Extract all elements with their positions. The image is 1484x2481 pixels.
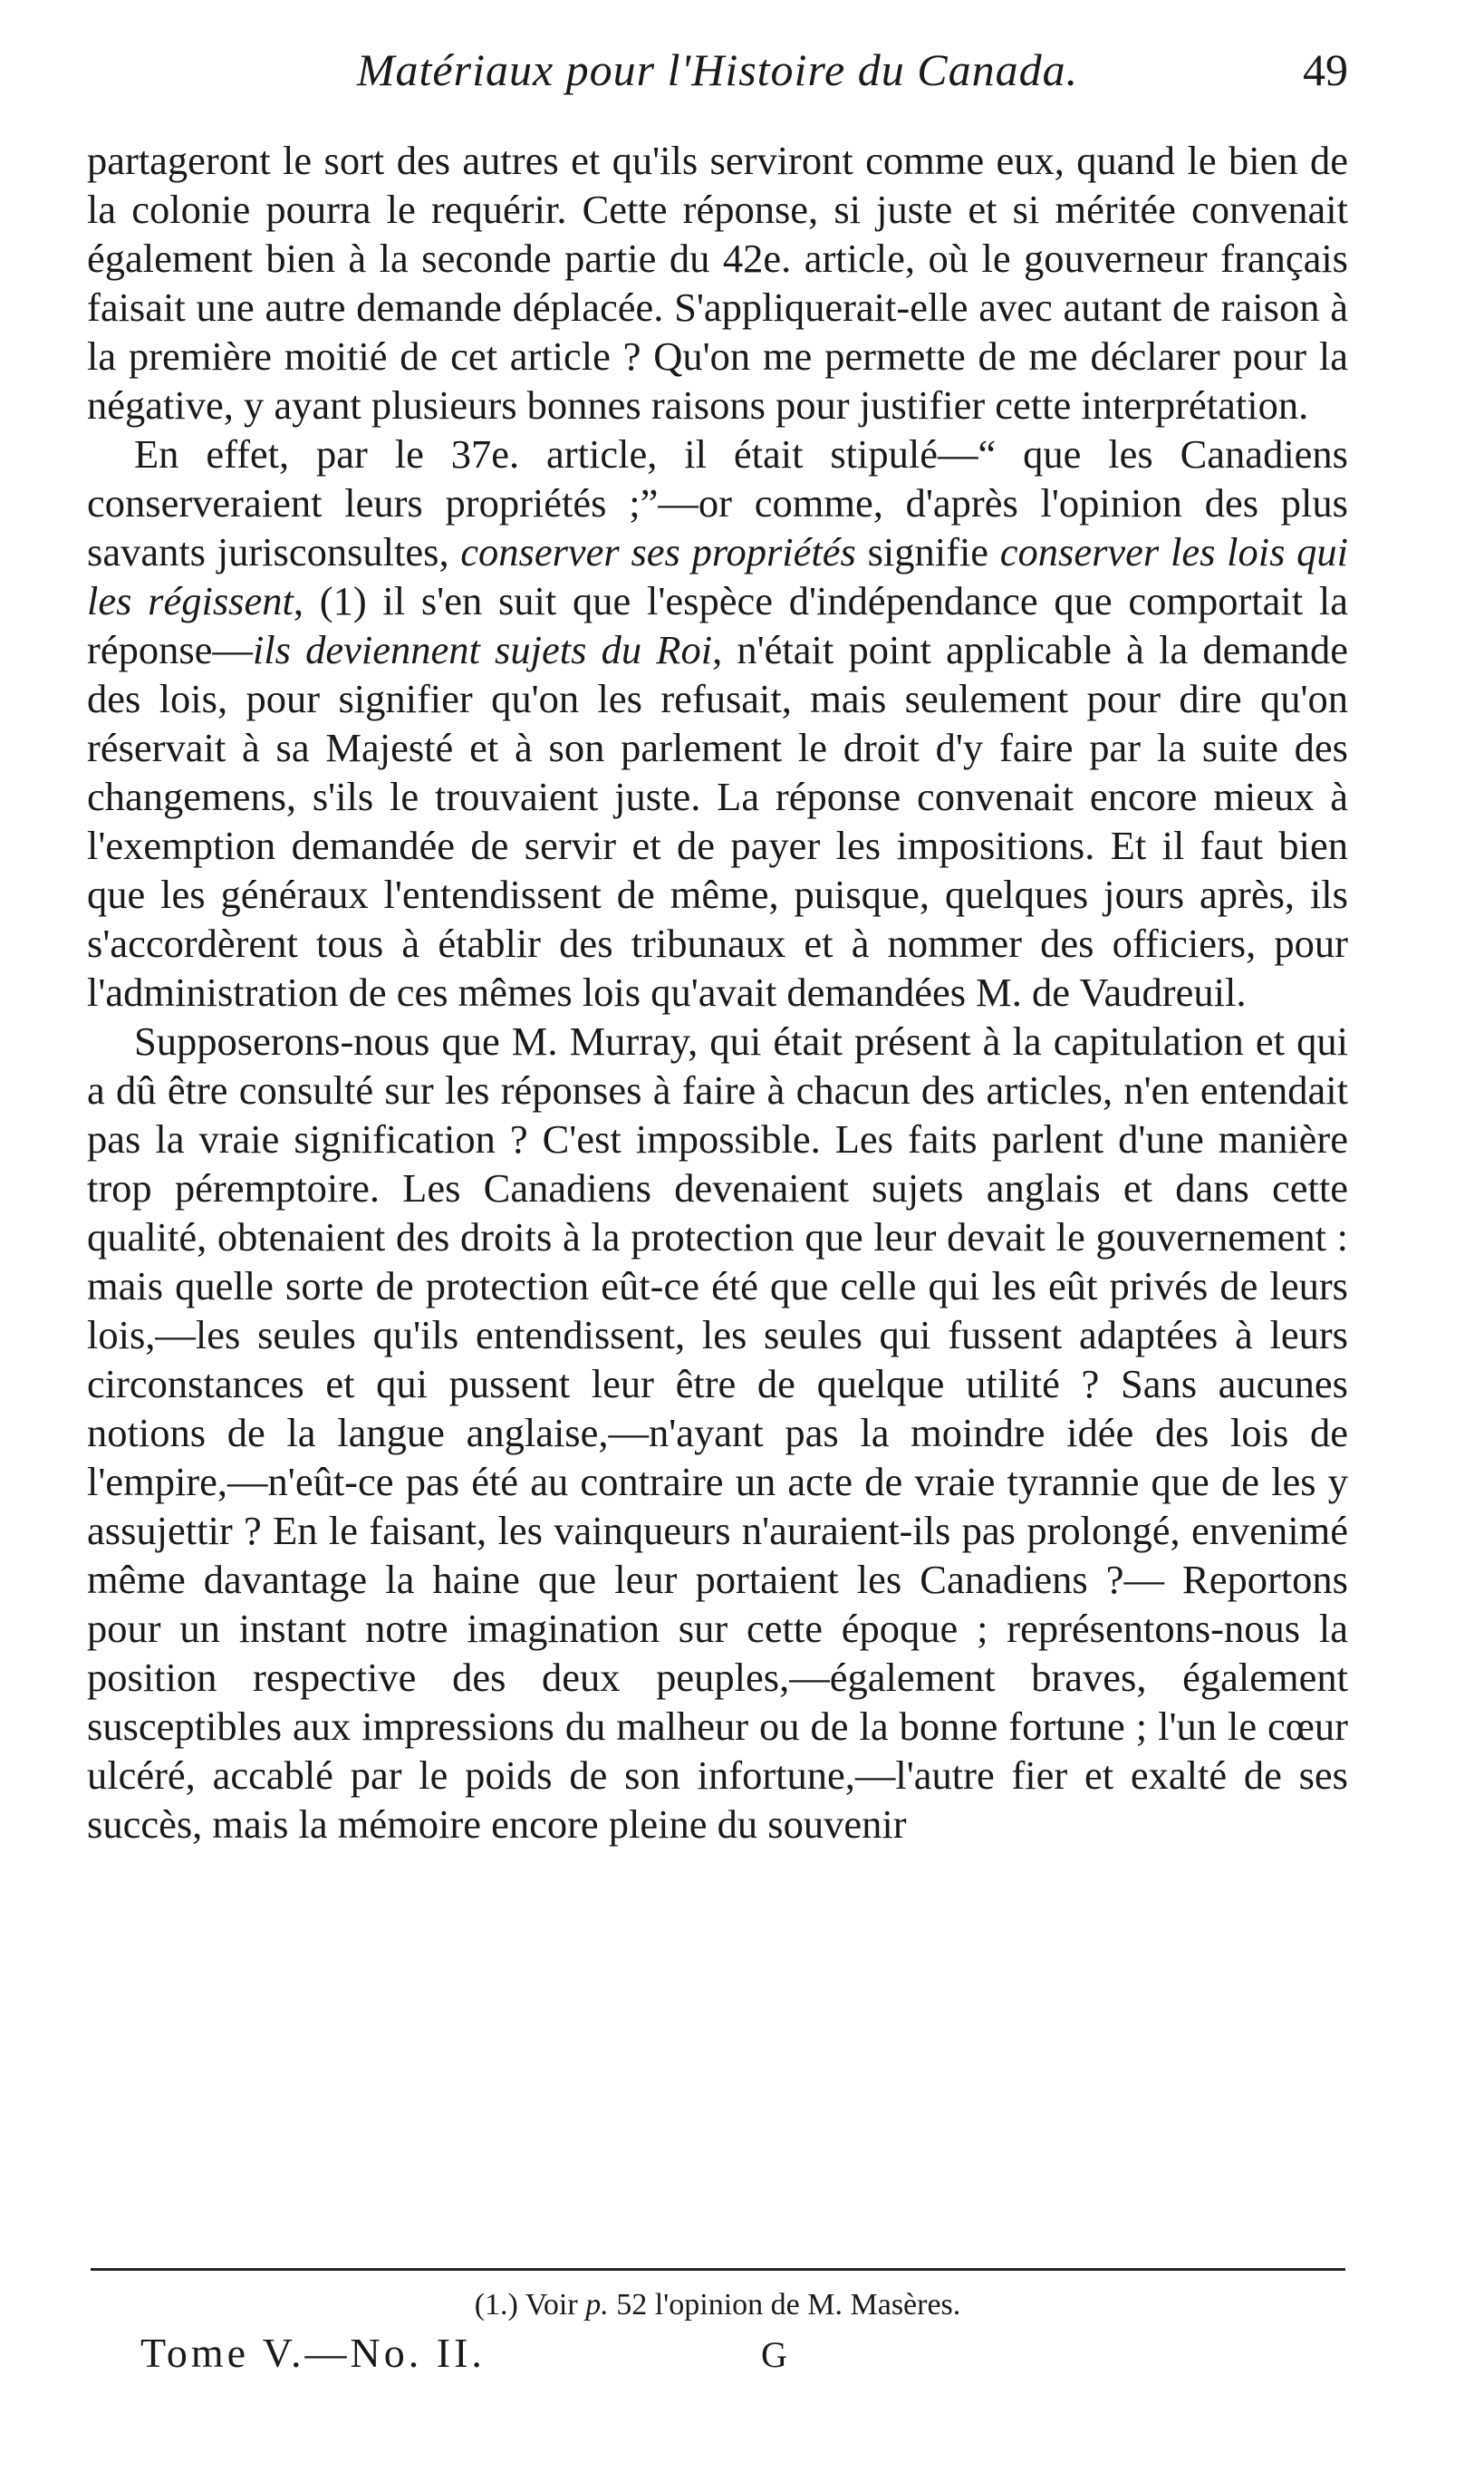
paragraph [87,1017,1348,1849]
page-number: 49 [1303,44,1348,95]
running-head [87,43,1348,107]
footnote [87,2288,1348,2322]
body-text [87,136,1348,1849]
paragraph [87,430,1348,1017]
text-run: partageront le sort des autres et qu'ils serviront comme eux, quand le bien de la colonie pourra le requérir. Cette réponse, si juste et si méritée convenait également bien à la seconde partie du 42e. article, où le gouverneur français faisait une autre demande déplacée. S'appliquerait-elle avec autant de raison à la première moitié de cet article ? Qu'on me permette de me déclarer pour la négative, y ayant plusieurs bonnes raisons pour justifier cette interprétation. [87,138,1348,428]
italic-run: conserver les lois qui les régissent [87,529,1348,623]
text-run: , (1) il s'en suit que l'espèce d'indépendance que comportait la réponse— [87,578,1348,672]
signature-volume: Tome V.—No. II. [140,2330,486,2376]
paragraph [87,136,1348,430]
text-run: signifie [855,529,1000,574]
footnote-abbr: p. [585,2288,609,2322]
footnote-text: 52 l'opinion de M. Masères. [608,2288,961,2322]
italic-run: conserver ses propriétés [460,529,856,574]
text-run: Supposerons-nous que M. Murray, qui était présent à la capitulation et qui a dû être consulté sur les réponses à faire à chacun des articles, n'en entendait pas la vraie signification ? C'est impossible. Les faits parlent d'une manière trop péremptoire. Les Canadiens devenaient sujets anglais et dans cette qualité, obtenaient des droits à la protection que leur devait le gouvernement : mais quelle sorte de protection eût-ce été que celle qui les eût privés de leurs lois,—les seules qu'ils entendissent, les seules qui fussent adaptées à leurs circonstances et qui pussent leur être de quelque utilité ? Sans aucunes notions de la langue anglaise,—n'ayant pas la moindre idée des lois de l'empire,—n'eût-ce pas été au contraire un acte de vraie tyrannie que de les y assujettir ? En le faisant, les vainqueurs n'auraient-ils pas prolongé, envenimé même davantage la haine que leur portaient les Canadiens ?— Reportons pour un instant notre imagination sur cette époque ; représentons-nous la position respective des deux peuples,—également braves, également susceptibles aux impressions du malheur ou de la bonne fortune ; l'un le cœur ulcéré, accablé par le poids de son infortune,—l'autre fier et exalté de ses succès, mais la mémoire encore pleine du souvenir [87,1018,1348,1847]
italic-run: ils deviennent sujets du Roi [252,627,713,672]
footnote-rule [91,2268,1345,2271]
text-run: , n'était point applicable à la demande des lois, pour signifier qu'on les refusait, mais seulement pour dire qu'on réservait à sa Majesté et à son parlement le droit d'y faire par la suite des changemens, s'ils le trouvaient juste. La réponse convenait encore mieux à l'exemption demandée de servir et de payer les impositions. Et il faut bien que les généraux l'entendissent de même, puisque, quelques jours après, ils s'accordèrent tous à établir des tribunaux et à nommer des officiers, pour l'administration de ces mêmes lois qu'avait demandées M. de Vaudreuil. [87,627,1348,1015]
signature-mark: G [761,2334,787,2375]
running-title: Matériaux pour l'Histoire du Canada. [356,44,1079,95]
footnote-marker: (1.) [474,2288,518,2322]
text-run: En effet, par le 37e. article, il était stipulé—“ que les Canadiens conserveraient leurs propriétés ;”—or comme, d'après l'opinion des plus savants jurisconsultes, [87,431,1348,574]
footnote-text: Voir [517,2288,586,2322]
